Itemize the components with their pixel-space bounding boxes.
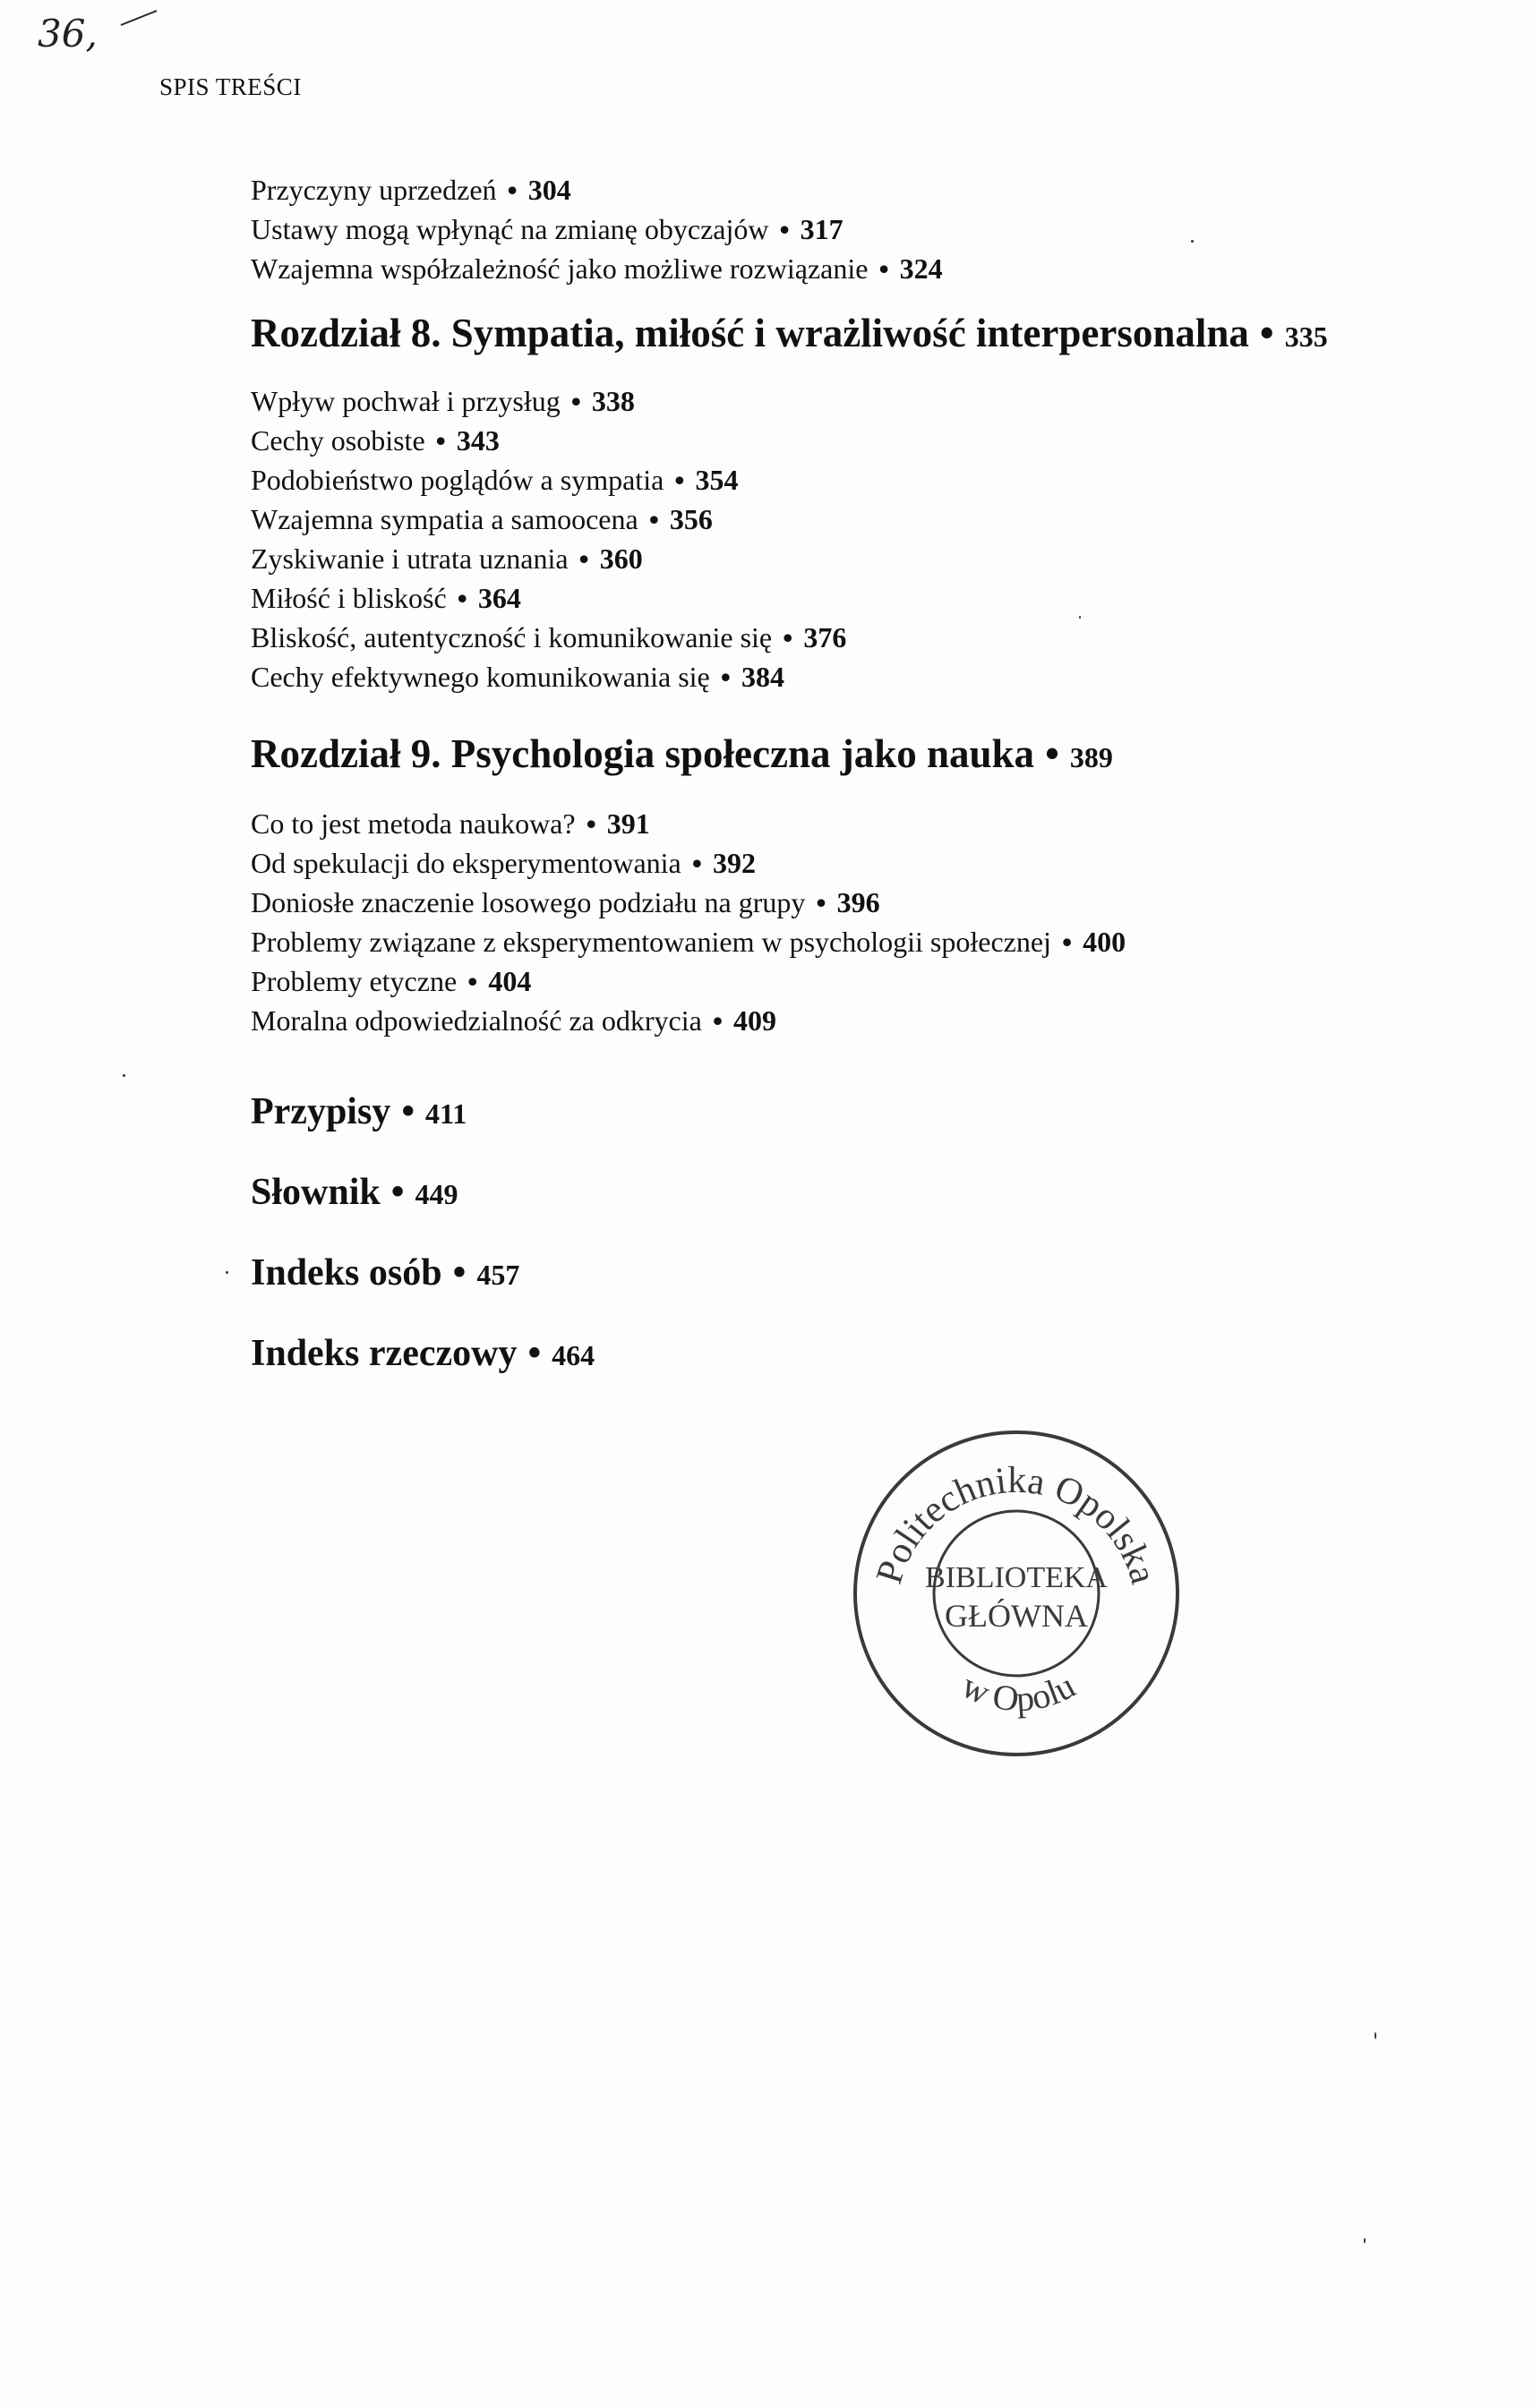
bullet-separator: • bbox=[435, 424, 446, 457]
bullet-separator: • bbox=[570, 385, 581, 417]
toc-entry bbox=[251, 804, 1415, 843]
entry-page-number: 324 bbox=[899, 252, 943, 285]
chapter-title: Rozdział 8. Sympatia, miłość i wrażliwość interpersonalna bbox=[251, 311, 1249, 355]
entry-page-number: 317 bbox=[800, 213, 844, 245]
entry-title: Zyskiwanie i utrata uznania bbox=[251, 542, 569, 575]
toc-entry bbox=[251, 657, 1415, 696]
bullet-separator: • bbox=[1045, 731, 1059, 776]
entry-page-number: 354 bbox=[695, 464, 739, 496]
bullet-separator: • bbox=[1061, 926, 1073, 958]
chapter-9-heading bbox=[251, 729, 1415, 782]
library-stamp bbox=[842, 1419, 1191, 1768]
entry-title: Moralna odpowiedzialność za odkrycia bbox=[251, 1004, 702, 1037]
entry-title: Bliskość, autentyczność i komunikowanie się bbox=[251, 621, 773, 653]
back-matter-page-number: 457 bbox=[476, 1259, 520, 1291]
scan-speck bbox=[123, 1074, 125, 1077]
back-matter-page-number: 464 bbox=[552, 1339, 595, 1371]
entry-title: Ustawy mogą wpłynąć na zmianę obyczajów bbox=[251, 213, 769, 245]
entry-page-number: 400 bbox=[1083, 926, 1126, 958]
entry-page-number: 364 bbox=[477, 582, 521, 614]
back-matter-title: Indeks osób bbox=[251, 1252, 442, 1294]
toc-entry bbox=[251, 578, 1415, 618]
bullet-separator: • bbox=[712, 1004, 724, 1037]
bullet-separator: • bbox=[527, 1333, 542, 1374]
entry-title: Doniosłe znaczenie losowego podziału na grupy bbox=[251, 886, 806, 918]
entry-page-number: 343 bbox=[456, 424, 500, 457]
bullet-separator: • bbox=[467, 965, 478, 997]
back-matter-title: Słownik bbox=[251, 1172, 381, 1213]
scan-speck bbox=[1375, 2032, 1376, 2039]
entry-page-number: 360 bbox=[599, 542, 643, 575]
scan-speck bbox=[226, 1271, 228, 1274]
entry-title: Co to jest metoda naukowa? bbox=[251, 807, 576, 840]
entry-title: Podobieństwo poglądów a sympatia bbox=[251, 464, 664, 496]
entry-page-number: 304 bbox=[527, 174, 571, 206]
bullet-separator: • bbox=[586, 807, 596, 840]
toc-entry bbox=[251, 961, 1415, 1001]
toc-entry bbox=[251, 381, 1415, 421]
scan-speck bbox=[1079, 616, 1081, 619]
entry-title: Od spekulacji do eksperymentowania bbox=[251, 847, 681, 879]
back-matter-entry bbox=[251, 1153, 1415, 1234]
entry-title: Problemy etyczne bbox=[251, 965, 458, 997]
toc-entry bbox=[251, 843, 1415, 883]
toc-entry bbox=[251, 922, 1415, 961]
entry-title: Cechy osobiste bbox=[251, 424, 425, 457]
back-matter-entry bbox=[251, 1072, 1415, 1153]
toc-entry bbox=[251, 249, 1415, 288]
bullet-separator: • bbox=[457, 582, 467, 614]
bullet-separator: • bbox=[878, 252, 889, 285]
toc-entry bbox=[251, 539, 1415, 578]
entry-title: Miłość i bliskość bbox=[251, 582, 447, 614]
bullet-separator: • bbox=[779, 213, 790, 245]
entry-title: Wzajemna współzależność jako możliwe rozwiązanie bbox=[251, 252, 869, 285]
toc-entry bbox=[251, 1001, 1415, 1040]
toc-entry bbox=[251, 883, 1415, 922]
scan-speck bbox=[1191, 240, 1194, 243]
bullet-separator: • bbox=[674, 464, 685, 496]
bullet-separator: • bbox=[816, 886, 826, 918]
stamp-outer-text: Politechnika Opolska bbox=[869, 1459, 1164, 1589]
entry-page-number: 376 bbox=[803, 621, 847, 653]
chapter-9-entries bbox=[251, 804, 1415, 1040]
back-matter-page-number: 411 bbox=[425, 1097, 467, 1130]
toc-entry bbox=[251, 618, 1415, 657]
toc-entry bbox=[251, 209, 1415, 249]
back-matter-page-number: 449 bbox=[415, 1178, 458, 1210]
entry-title: Wzajemna sympatia a samoocena bbox=[251, 503, 638, 535]
entry-page-number: 356 bbox=[669, 503, 713, 535]
bullet-separator: • bbox=[691, 847, 702, 879]
bullet-separator: • bbox=[1259, 311, 1274, 355]
toc-entry bbox=[251, 421, 1415, 460]
back-matter-entry bbox=[251, 1234, 1415, 1314]
bullet-separator: • bbox=[507, 174, 518, 206]
back-matter-entry bbox=[251, 1314, 1415, 1395]
toc-entry bbox=[251, 170, 1415, 209]
chapter-page-number: 335 bbox=[1284, 320, 1328, 353]
bullet-separator: • bbox=[720, 661, 731, 693]
entry-page-number: 391 bbox=[606, 807, 650, 840]
entry-page-number: 396 bbox=[836, 886, 880, 918]
entry-page-number: 392 bbox=[712, 847, 756, 879]
toc-entry bbox=[251, 500, 1415, 539]
entry-page-number: 384 bbox=[741, 661, 784, 693]
bullet-separator: • bbox=[390, 1172, 405, 1213]
back-matter-title: Indeks rzeczowy bbox=[251, 1333, 518, 1374]
stamp-inner-line-1: BIBLIOTEKA bbox=[925, 1561, 1108, 1594]
toc-entry bbox=[251, 460, 1415, 500]
chapter-title: Rozdział 9. Psychologia społeczna jako nauka bbox=[251, 731, 1035, 776]
handwritten-note-text: 36, bbox=[38, 12, 98, 56]
bullet-separator: • bbox=[452, 1252, 467, 1294]
chapter-page-number: 389 bbox=[1069, 741, 1113, 773]
entry-title: Cechy efektywnego komunikowania się bbox=[251, 661, 710, 693]
chapter-8-heading bbox=[251, 308, 1415, 362]
back-matter-title: Przypisy bbox=[251, 1091, 391, 1132]
scan-speck bbox=[1364, 2238, 1366, 2243]
stamp-inner-line-2: GŁÓWNA bbox=[945, 1598, 1088, 1634]
entry-title: Problemy związane z eksperymentowaniem w psychologii społecznej bbox=[251, 926, 1051, 958]
entry-page-number: 338 bbox=[591, 385, 635, 417]
back-matter-list bbox=[251, 1072, 1415, 1395]
stamp-bottom-text: w Opolu bbox=[955, 1664, 1082, 1720]
chapter-8-entries bbox=[251, 381, 1415, 696]
bullet-separator: • bbox=[783, 621, 793, 653]
handwritten-note bbox=[36, 9, 170, 72]
entry-page-number: 409 bbox=[733, 1004, 777, 1037]
toc-continued-section bbox=[251, 170, 1415, 288]
table-of-contents bbox=[251, 170, 1415, 1395]
entry-title: Wpływ pochwał i przysług bbox=[251, 385, 561, 417]
entry-page-number: 404 bbox=[488, 965, 532, 997]
entry-title: Przyczyny uprzedzeń bbox=[251, 174, 497, 206]
bullet-separator: • bbox=[401, 1091, 415, 1132]
running-head: SPIS TREŚCI bbox=[159, 73, 302, 100]
bullet-separator: • bbox=[578, 542, 589, 575]
bullet-separator: • bbox=[648, 503, 659, 535]
